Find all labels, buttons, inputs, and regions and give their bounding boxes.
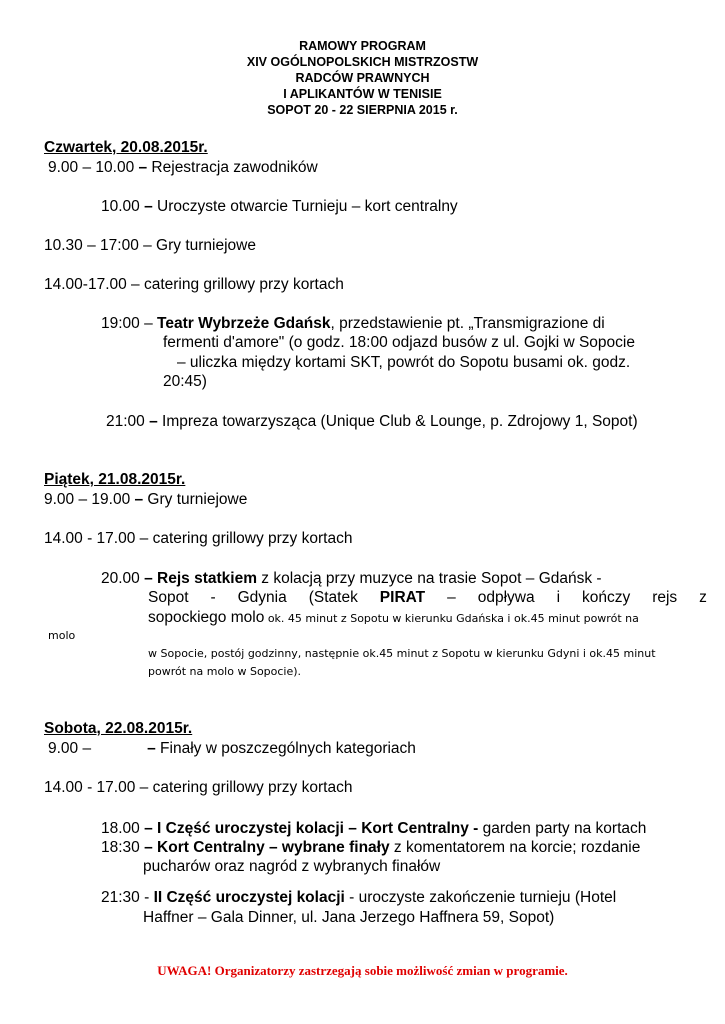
friday-item-3-cont-3: molo [48,629,76,642]
saturday-item-3: 18.00 – I Część uroczystej kolacji – Kort Centralny - garden party na kortach [101,820,647,837]
saturday-item-4-cont: pucharów oraz nagród z wybranych finałów [143,858,441,875]
doc-title-line-3: RADCÓW PRAWNYCH [295,71,430,85]
program-change-warning: UWAGA! Organizatorzy zastrzegają sobie możliwość zmian w programie. [157,963,568,978]
saturday-item-4: 18:30 – Kort Centralny – wybrane finały z komentatorem na korcie; rozdanie [101,839,641,856]
friday-item-3-cont-5: powrót na molo w Sopocie). [148,665,302,678]
thursday-item-5: 19:00 – Teatr Wybrzeże Gdańsk, przedstawienie pt. „Transmigrazione di [101,315,605,332]
doc-title-line-2: XIV OGÓLNOPOLSKICH MISTRZOSTW [246,55,479,69]
saturday-item-5-cont: Haffner – Gala Dinner, ul. Jana Jerzego Haffnera 59, Sopot) [143,909,555,926]
friday-heading: Piątek, 21.08.2015r. [44,471,186,488]
thursday-item-2: 10.00 – Uroczyste otwarcie Turnieju – kort centralny [101,198,458,215]
saturday-item-1: 9.00 – – Finały w poszczególnych kategoriach [48,740,416,757]
thursday-item-4: 14.00-17.00 – catering grillowy przy kortach [44,276,344,293]
saturday-item-2: 14.00 - 17.00 – catering grillowy przy kortach [44,779,353,796]
doc-title-line-5: SOPOT 20 - 22 SIERPNIA 2015 r. [267,103,458,117]
doc-title-line-1: RAMOWY PROGRAM [299,39,426,53]
friday-item-1: 9.00 – 19.00 – Gry turniejowe [44,491,248,508]
thursday-item-6: 21:00 – Impreza towarzysząca (Unique Club & Lounge, p. Zdrojowy 1, Sopot) [106,413,638,430]
doc-title-line-4: I APLIKANTÓW W TENISIE [283,87,442,101]
friday-item-3-cont-2: sopockiego molo ok. 45 minut z Sopotu w kierunku Gdańska i ok.45 minut powrót na [148,609,639,626]
thursday-item-5-cont-1: fermenti d'amore" (o godz. 18:00 odjazd busów z ul. Gojki w Sopocie [163,334,635,351]
thursday-item-5-cont-2: – uliczka między kortami SKT, powrót do Sopotu busami ok. godz. [177,354,631,371]
saturday-item-5: 21:30 - II Część uroczystej kolacji - uroczyste zakończenie turnieju (Hotel [101,889,617,906]
thursday-item-1: 9.00 – 10.00 – Rejestracja zawodników [48,159,318,176]
thursday-heading: Czwartek, 20.08.2015r. [44,139,208,156]
friday-item-3-cont-4: w Sopocie, postój godzinny, następnie ok.45 minut z Sopotu w kierunku Gdyni i ok.45 minut [148,647,656,660]
thursday-item-5-cont-3: 20:45) [163,373,207,390]
thursday-item-3: 10.30 – 17:00 – Gry turniejowe [44,237,256,254]
friday-item-3-cont-1: Sopot - Gdynia (Statek PIRAT – odpływa i kończy rejs z [148,589,707,606]
saturday-heading: Sobota, 22.08.2015r. [44,720,193,737]
friday-item-2: 14.00 - 17.00 – catering grillowy przy kortach [44,530,353,547]
friday-item-3: 20.00 – Rejs statkiem z kolacją przy muzyce na trasie Sopot – Gdańsk - [101,570,602,587]
